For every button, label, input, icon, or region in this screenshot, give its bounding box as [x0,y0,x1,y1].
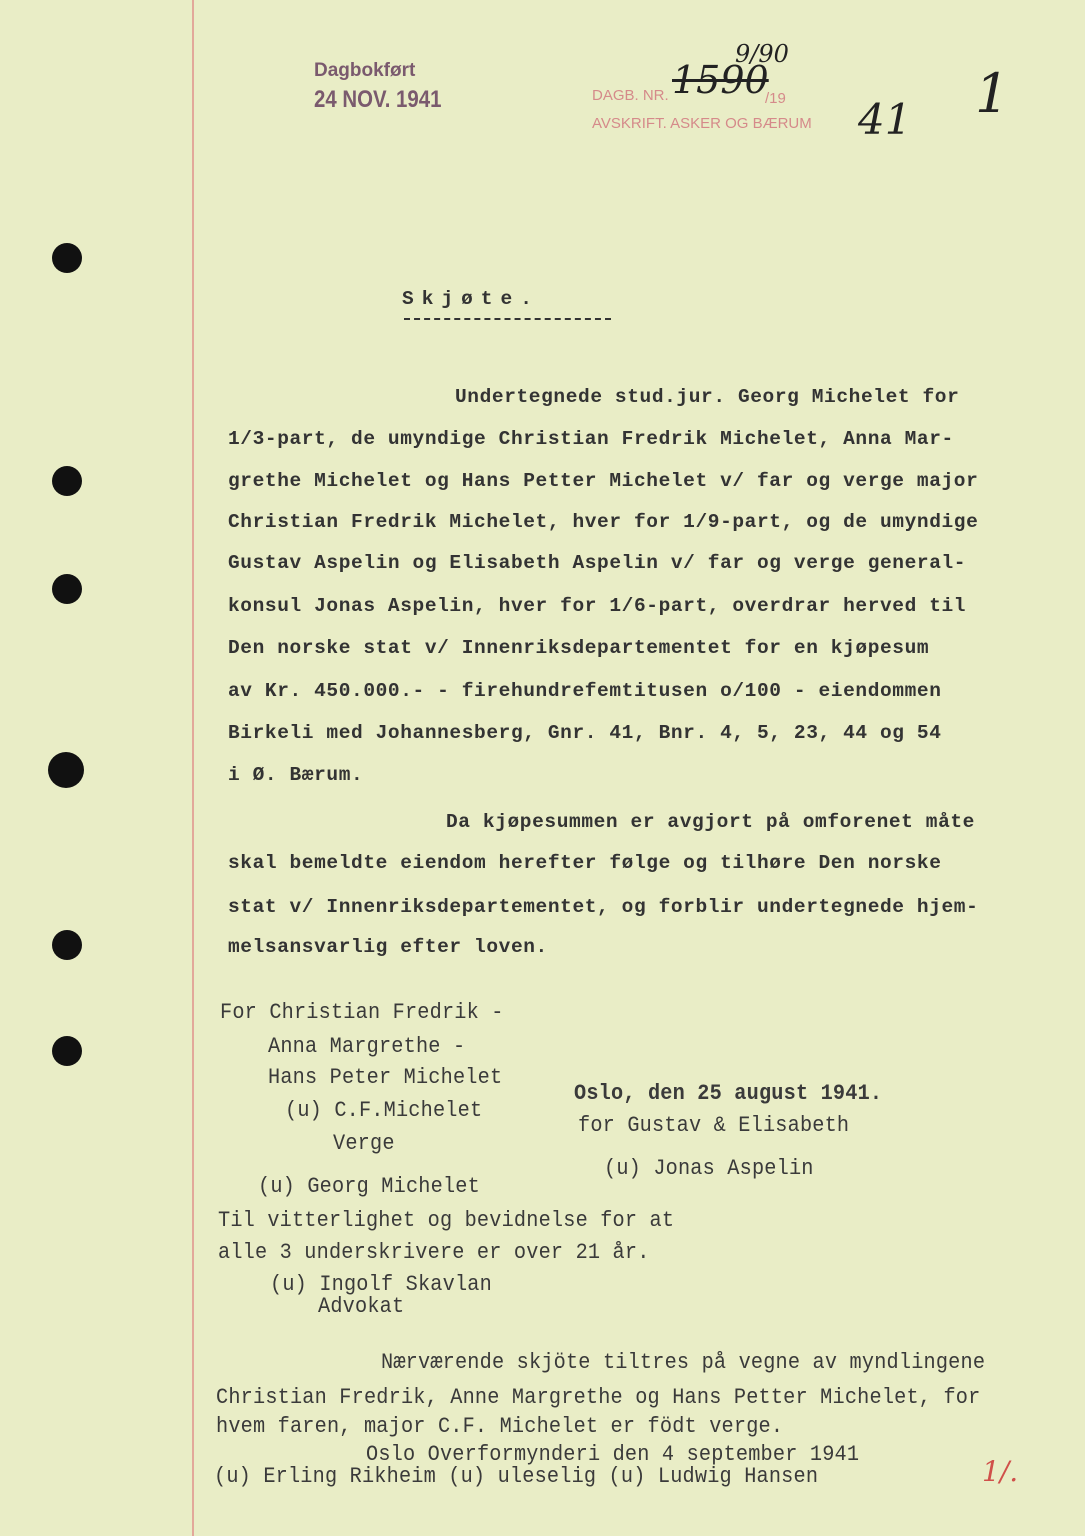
approval-line: hvem faren, major C.F. Michelet er födt verge. [216,1414,784,1439]
body-line: Birkeli med Johannesberg, Gnr. 41, Bnr. 4, 5, 23, 44 og 54 [228,722,942,744]
signature-left-line: Verge [333,1131,395,1156]
witness-line: Til vitterlighet og bevidnelse for at [218,1208,675,1233]
body-line: Den norske stat v/ Innenriksdepartementet for en kjøpesum [228,637,930,659]
body-line: Undertegnede stud.jur. Georg Michelet for [455,386,960,408]
punch-hole [52,930,82,960]
handwritten-number: 1590 [672,58,769,102]
body-line: 1/3-part, de umyndige Christian Fredrik Michelet, Anna Mar- [228,428,954,450]
stamp-dagb-suffix: /19 [765,90,786,107]
signature-right-line: Oslo, den 25 august 1941. [574,1081,883,1106]
body-line: av Kr. 450.000.- - firehundrefemtitusen o/100 - eiendommen [228,680,942,702]
handwritten-year: 41 [858,95,912,144]
signature-left-line: For Christian Fredrik - [220,1000,504,1025]
margin-line [192,0,194,1536]
signature-right-line: for Gustav & Elisabeth [578,1113,850,1138]
document-title: Skjøte. [402,288,540,310]
body-line: Christian Fredrik Michelet, hver for 1/9-part, og de umyndige [228,511,979,533]
body-line: skal bemeldte eiendom herefter følge og tilhøre Den norske [228,852,942,874]
signature-left-line: Anna Margrethe - [268,1034,466,1059]
stamp-dagbokfort: Dagbokført [314,60,416,81]
body-line: grethe Michelet og Hans Petter Michelet v/ far og verge major [228,470,979,492]
approval-line: Nærværende skjöte tiltres på vegne av myndlingene [381,1350,986,1375]
handwritten-tick: 1/. [982,1455,1019,1488]
witness-line: alle 3 underskrivere er over 21 år. [218,1240,650,1265]
body-line: stat v/ Innenriksdepartementet, og forblir undertegnede hjem- [228,896,979,918]
approval-line: Oslo Overformynderi den 4 september 1941 [366,1442,860,1467]
body-line: i Ø. Bærum. [228,764,364,786]
body-line: melsansvarlig efter loven. [228,936,548,958]
handwritten-number-extra: 9/90 [735,40,789,68]
signature-left-line: Hans Peter Michelet [268,1065,503,1090]
signature-left-line: (u) Georg Michelet [258,1174,480,1199]
punch-hole [52,1036,82,1066]
signature-left-line: (u) C.F.Michelet [285,1098,483,1123]
punch-hole [52,574,82,604]
title-underline [404,318,611,320]
punch-hole [52,243,82,273]
signature-right-line: (u) Jonas Aspelin [604,1156,814,1181]
punch-hole [52,466,82,496]
witness-line: Advokat [318,1294,405,1319]
body-line: konsul Jonas Aspelin, hver for 1/6-part, overdrar herved til [228,595,967,617]
witness-line: (u) Ingolf Skavlan [270,1272,492,1297]
body-line: Da kjøpesummen er avgjort på omforenet måte [446,811,975,833]
handwritten-page: 1 [975,62,1010,125]
approval-line: (u) Erling Rikheim (u) uleselig (u) Ludwig Hansen [214,1464,819,1489]
stamp-dagb-nr: DAGB. NR. [592,87,669,104]
body-line: Gustav Aspelin og Elisabeth Aspelin v/ far og verge general- [228,552,967,574]
punch-hole [48,752,84,788]
approval-line: Christian Fredrik, Anne Margrethe og Hans Petter Michelet, for [216,1385,981,1410]
stamp-avskrift: AVSKRIFT. ASKER OG BÆRUM [592,115,812,132]
stamp-date: 24 NOV. 1941 [314,86,442,113]
